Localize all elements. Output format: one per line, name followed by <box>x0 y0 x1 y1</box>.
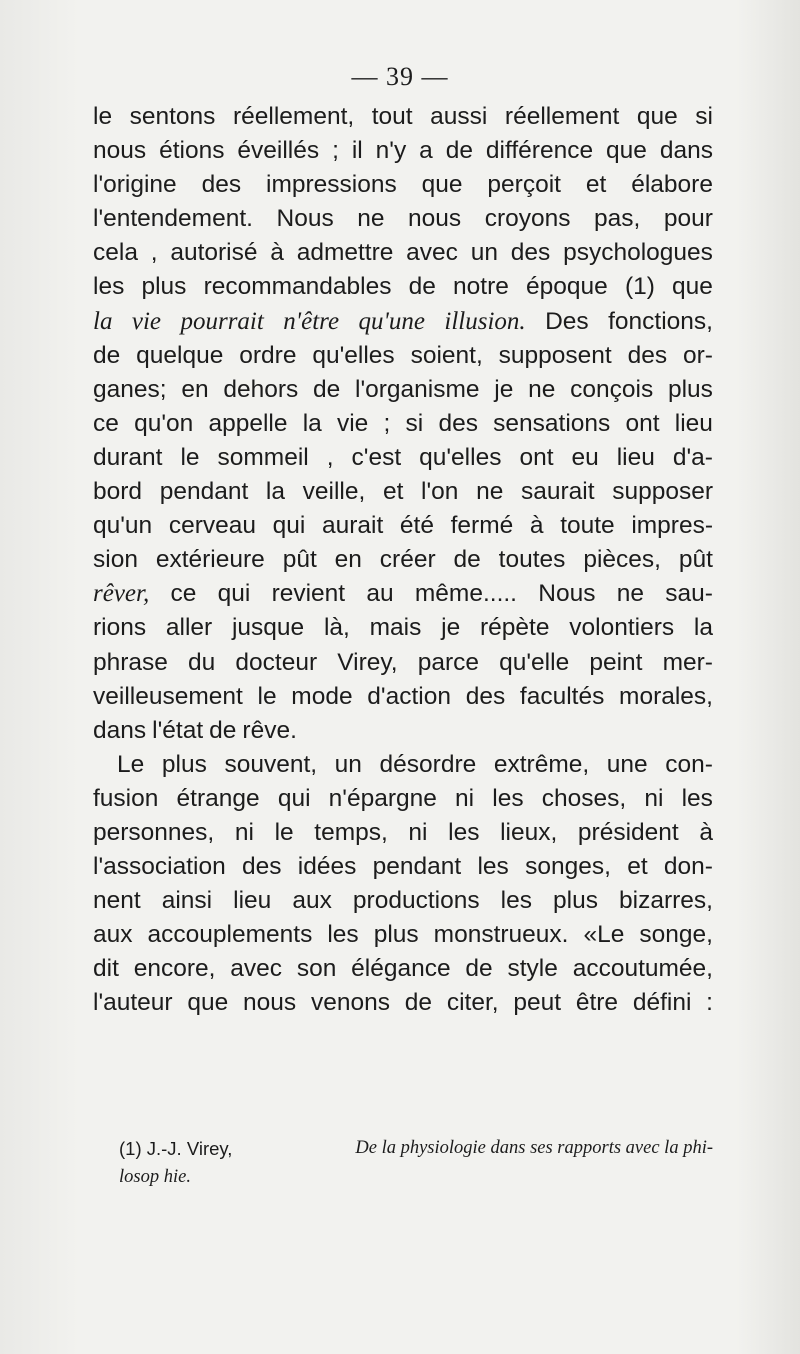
word: je <box>441 614 461 642</box>
word: cerveau <box>168 512 256 540</box>
word: encore, <box>133 955 216 983</box>
word: aux <box>93 921 133 949</box>
word: ne <box>357 205 385 233</box>
word: pour <box>663 205 713 233</box>
word: ; <box>383 409 391 437</box>
word: veille, <box>302 478 366 506</box>
word: en <box>181 375 209 403</box>
word: le <box>274 818 294 846</box>
word: ni <box>408 818 428 846</box>
word: fusion <box>93 784 159 812</box>
text-line <box>93 168 713 202</box>
word: aux <box>292 887 332 915</box>
word: supposent <box>498 341 612 369</box>
word: ce <box>93 409 119 437</box>
word: ordre <box>239 341 297 369</box>
word: n'épargne <box>328 784 437 812</box>
word: qu'on <box>134 409 194 437</box>
word: rêver, <box>93 580 150 608</box>
text-line <box>93 202 713 236</box>
text-line <box>93 270 713 304</box>
word: illusion. <box>444 307 526 335</box>
word: et <box>627 853 648 881</box>
word: avec <box>406 239 458 267</box>
text-line <box>93 611 713 645</box>
text-line <box>93 236 713 270</box>
word: sommeil <box>217 443 309 471</box>
word: pût <box>282 546 317 574</box>
text-line <box>93 305 713 339</box>
word: des <box>627 341 668 369</box>
word: du <box>188 648 216 676</box>
word: aller <box>165 614 213 642</box>
word: il <box>351 137 363 165</box>
word: sion <box>93 546 138 574</box>
word: de <box>445 137 473 165</box>
word: admettre <box>296 239 394 267</box>
word: de <box>313 375 341 403</box>
word: que <box>606 137 647 165</box>
word: des <box>241 853 282 881</box>
word: songes, <box>525 853 611 881</box>
word: tout <box>371 103 413 130</box>
word: les <box>327 921 359 949</box>
word: toute <box>560 512 615 540</box>
text-line <box>93 475 713 509</box>
word: avec <box>230 955 282 983</box>
word: cela <box>93 239 138 267</box>
word: de <box>408 273 436 301</box>
word: con- <box>665 750 713 778</box>
word: qu'elles <box>312 341 395 369</box>
word: dit <box>93 955 119 983</box>
word: , <box>326 443 334 471</box>
word: lieu <box>674 409 713 437</box>
word: citer, <box>446 989 499 1017</box>
word: de <box>465 955 493 983</box>
word: un <box>334 750 362 778</box>
word: songe, <box>639 921 713 949</box>
word: ni <box>234 818 254 846</box>
word: a <box>419 137 433 165</box>
word: ont <box>625 409 660 437</box>
word: si <box>695 103 713 130</box>
word: les <box>681 784 713 812</box>
text-line <box>93 646 713 680</box>
word: au <box>366 580 394 608</box>
word: ce <box>170 580 197 608</box>
word: que <box>187 989 229 1017</box>
word: qui <box>217 580 251 608</box>
word: n'y <box>375 137 407 165</box>
word: c'est <box>351 443 402 471</box>
text-line <box>93 407 713 441</box>
word: l'état <box>152 716 204 744</box>
word: dehors <box>223 375 299 403</box>
word: qu'elles <box>419 443 502 471</box>
word: défini <box>632 989 692 1017</box>
word: sau- <box>665 580 713 608</box>
word: , <box>150 239 158 267</box>
word: lieu <box>233 887 272 915</box>
word: à <box>699 818 713 846</box>
word: choses, <box>541 784 627 812</box>
word: époque <box>526 273 608 301</box>
word: fermé <box>450 512 514 540</box>
word: Nous <box>538 580 596 608</box>
word: que <box>636 103 678 130</box>
text-line <box>93 134 713 168</box>
word: bizarres, <box>619 887 713 915</box>
word: être <box>575 989 619 1017</box>
word: plus <box>553 887 598 915</box>
word: réellement, <box>232 103 355 130</box>
word: veilleusement <box>93 682 243 710</box>
word: ainsi <box>161 887 213 915</box>
text-line <box>93 884 713 918</box>
word: désordre <box>379 750 477 778</box>
word: notre <box>453 273 509 301</box>
word: sensations <box>493 409 611 437</box>
word: : <box>706 989 713 1017</box>
word: à <box>529 512 544 540</box>
text-line <box>93 509 713 543</box>
word: l'organisme <box>355 375 480 403</box>
text-line <box>93 714 713 748</box>
text-line <box>93 782 713 816</box>
word: facultés <box>519 682 605 710</box>
page-number: — 39 — <box>351 62 449 91</box>
word: différence <box>485 137 594 165</box>
word: été <box>399 512 434 540</box>
word: plus <box>667 375 713 403</box>
footnote <box>119 1134 713 1192</box>
word: vie <box>336 409 369 437</box>
word: accoutumée, <box>572 955 713 983</box>
word: plus <box>141 273 187 301</box>
word: don- <box>663 853 713 881</box>
word: souvent, <box>224 750 318 778</box>
word: fonctions, <box>608 307 713 335</box>
word: si <box>405 409 424 437</box>
word: volontiers <box>569 614 675 642</box>
text-line <box>93 373 713 407</box>
word: jusque <box>231 614 305 642</box>
text-line <box>93 850 713 884</box>
word: des <box>201 171 242 199</box>
word: des <box>510 239 551 267</box>
word: n'être <box>283 307 340 335</box>
word: des <box>465 682 506 710</box>
word: quelque <box>136 341 224 369</box>
word: l'entendement. <box>93 205 253 233</box>
word: de <box>453 546 481 574</box>
word: ne <box>528 375 556 403</box>
word: président <box>577 818 679 846</box>
word: le <box>257 682 277 710</box>
word: impres- <box>631 512 713 540</box>
word: réellement <box>504 103 620 130</box>
word: mer- <box>662 648 713 676</box>
word: le <box>93 103 113 130</box>
word: lieux, <box>500 818 558 846</box>
word: aussi <box>430 103 488 130</box>
word: temps, <box>314 818 388 846</box>
word: Virey, <box>337 648 398 676</box>
word: mais <box>369 614 422 642</box>
word: l'association <box>93 853 226 881</box>
word: aurait <box>321 512 384 540</box>
word: soient, <box>410 341 483 369</box>
word: plus <box>161 750 207 778</box>
word: psychologues <box>563 239 713 267</box>
word: l'auteur <box>93 989 173 1017</box>
text-line <box>93 543 713 577</box>
word: la <box>302 409 322 437</box>
footnote-reference: (1) J.-J. Virey, <box>119 1138 233 1159</box>
word: élabore <box>631 171 713 199</box>
word: venons <box>310 989 390 1017</box>
word: bord <box>93 478 143 506</box>
word: peut <box>513 989 562 1017</box>
text-line <box>93 952 713 986</box>
word: pas, <box>594 205 641 233</box>
word: nent <box>93 887 141 915</box>
word: ne <box>616 580 644 608</box>
text-line <box>93 680 713 714</box>
word: pourrait <box>180 307 264 335</box>
word: et <box>585 171 607 199</box>
word: un <box>470 239 498 267</box>
text-line <box>93 986 713 1020</box>
word: durant <box>93 443 163 471</box>
word: mode <box>291 682 353 710</box>
word: d'a- <box>672 443 713 471</box>
word: pendant <box>372 853 462 881</box>
word: ; <box>332 137 339 165</box>
word: la <box>93 307 113 335</box>
text-line <box>93 918 713 952</box>
word: répète <box>480 614 550 642</box>
word: je <box>494 375 514 403</box>
word: impressions <box>266 171 397 199</box>
word: «Le <box>583 921 625 949</box>
word: créer <box>379 546 436 574</box>
word: Des <box>545 307 589 335</box>
footnote-line-1 <box>119 1134 713 1163</box>
word: parce <box>417 648 480 676</box>
word: le <box>180 443 200 471</box>
word: Le <box>117 750 145 778</box>
word: lieu <box>616 443 655 471</box>
word: croyons <box>484 205 571 233</box>
word: de <box>209 716 237 744</box>
word: les <box>93 273 125 301</box>
word: en <box>334 546 362 574</box>
word: qui <box>272 512 306 540</box>
word: nous <box>408 205 462 233</box>
word: Nous <box>276 205 334 233</box>
word: la <box>265 478 285 506</box>
word: nous <box>93 137 147 165</box>
text-line <box>93 339 713 373</box>
text-line <box>93 100 713 134</box>
word: de <box>93 341 121 369</box>
word: qu'un <box>93 512 153 540</box>
word: (1) <box>624 273 655 301</box>
word: et <box>382 478 404 506</box>
word: dans <box>659 137 713 165</box>
word: qu'une <box>358 307 425 335</box>
word: même..... <box>414 580 517 608</box>
word: morales, <box>619 682 713 710</box>
word: que <box>421 171 463 199</box>
word: les <box>500 887 532 915</box>
footnote-line-2 <box>119 1163 713 1192</box>
word: à <box>270 239 284 267</box>
text-line <box>93 441 713 475</box>
footnote-title-end: losop hie. <box>119 1167 191 1187</box>
word: étrange <box>176 784 260 812</box>
word: conçois <box>570 375 654 403</box>
word: les <box>492 784 524 812</box>
word: l'origine <box>93 171 177 199</box>
footnote-title: De la physiologie dans ses rapports avec la phi- <box>355 1138 713 1158</box>
word: eu <box>571 443 599 471</box>
word: recommandables <box>203 273 392 301</box>
word: appelle <box>208 409 288 437</box>
body-text <box>93 100 713 1021</box>
word: d'action <box>367 682 451 710</box>
word: vie <box>131 307 162 335</box>
word: saurait <box>521 478 595 506</box>
word: autorisé <box>170 239 258 267</box>
word: rêve. <box>242 716 297 744</box>
word: peint <box>589 648 643 676</box>
word: élégance <box>351 955 451 983</box>
text-line <box>93 577 713 611</box>
word: extérieure <box>155 546 265 574</box>
word: pièces, <box>583 546 661 574</box>
word: productions <box>352 887 480 915</box>
word: rions <box>93 614 147 642</box>
word: là, <box>323 614 350 642</box>
word: la <box>693 614 713 642</box>
word: extrême, <box>493 750 590 778</box>
word: éveillés <box>237 137 320 165</box>
word: étions <box>159 137 225 165</box>
word: accouplements <box>147 921 313 949</box>
word: idées <box>297 853 357 881</box>
word: ni <box>455 784 475 812</box>
text-line <box>93 748 713 782</box>
word: plus <box>373 921 419 949</box>
word: style <box>507 955 558 983</box>
word: pendant <box>159 478 249 506</box>
word: monstrueux. <box>433 921 569 949</box>
word: une <box>606 750 648 778</box>
word: phrase <box>93 648 168 676</box>
word: pût <box>678 546 713 574</box>
word: sentons <box>129 103 216 130</box>
word: nous <box>243 989 297 1017</box>
word: ni <box>644 784 664 812</box>
word: toutes <box>498 546 566 574</box>
word: or- <box>683 341 713 369</box>
text-line <box>93 816 713 850</box>
word: ont <box>519 443 554 471</box>
word: perçoit <box>487 171 561 199</box>
word: son <box>296 955 337 983</box>
word: que <box>672 273 713 301</box>
word: personnes, <box>93 818 215 846</box>
word: de <box>404 989 433 1017</box>
word: revient <box>271 580 346 608</box>
word: les <box>477 853 509 881</box>
word: qu'elle <box>499 648 570 676</box>
word: qui <box>277 784 311 812</box>
word: docteur <box>235 648 318 676</box>
word: ne <box>476 478 504 506</box>
word: supposer <box>612 478 713 506</box>
word: ganes; <box>93 375 167 403</box>
word: les <box>448 818 480 846</box>
word: des <box>438 409 478 437</box>
word: dans <box>93 716 147 744</box>
word: l'on <box>421 478 459 506</box>
